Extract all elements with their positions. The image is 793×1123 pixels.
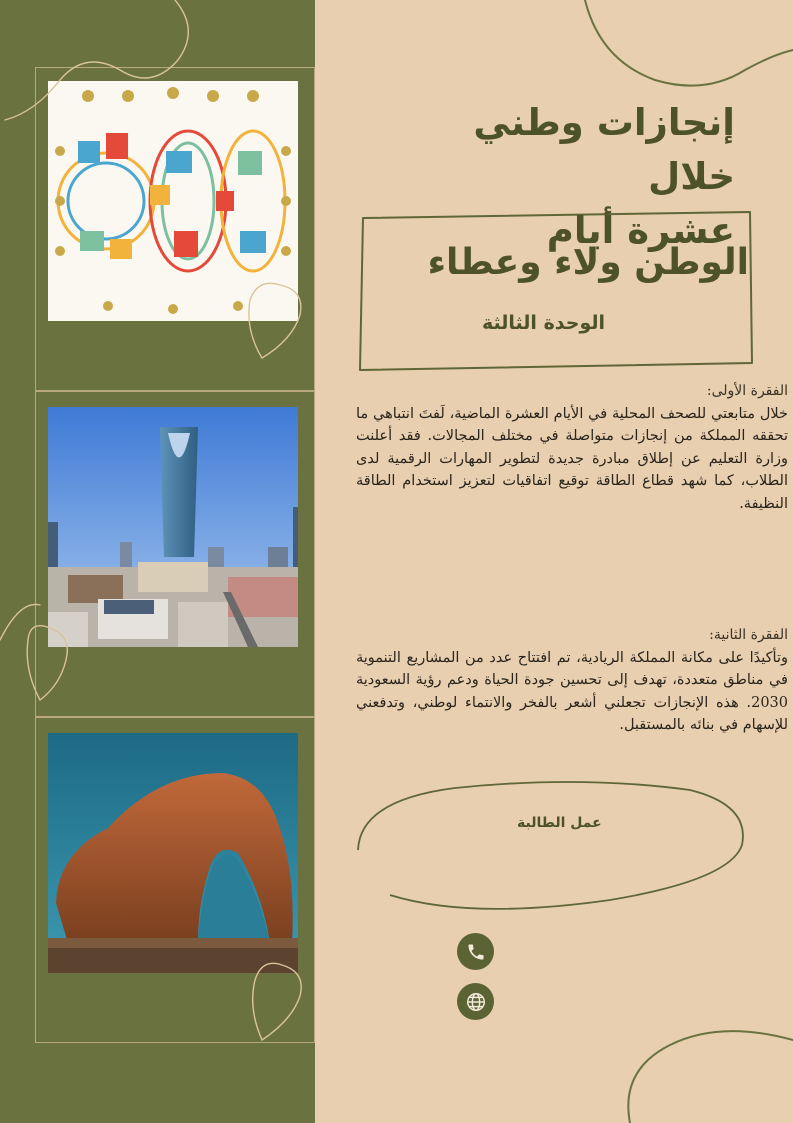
paragraph-1-label: الفقرة الأولى: — [706, 383, 788, 399]
vision-2030-infographic-image — [48, 81, 298, 321]
unit-label: الوحدة الثالثة — [482, 312, 606, 334]
student-signature-label: عمل الطالبة — [517, 815, 602, 831]
paragraph-1-text: خلال متابعتي للصحف المحلية في الأيام العشرة الماضية، لَفتَ انتباهي ما تحققه المملكة من إنجازات متواصلة في مختلف المجالات. فقد أعلنت وزارة التعليم عن إطلاق مبادرة جديدة لتطوير المهارات الرقمية لدى الطلاب، كما شهد قطاع الطاقة توقيع اتفاقيات لتعزيز استخدام الطاقة النظيفة. — [356, 405, 788, 512]
page-title — [375, 96, 735, 258]
phone-button[interactable] — [457, 933, 494, 970]
paragraph-2 — [356, 624, 788, 737]
title-line-2: عشرة أيام — [546, 209, 735, 252]
riyadh-skyline-image — [48, 407, 298, 647]
lesson-subtitle: الوطن ولاء وعطاء — [427, 242, 749, 283]
phone-icon — [466, 942, 486, 962]
website-button[interactable] — [457, 983, 494, 1020]
paragraph-2-text: وتأكيدًا على مكانة المملكة الريادية، تم افتتاح عدد من المشاريع التنموية في مناطق متعددة، تهدف إلى تحسين جودة الحياة ودعم رؤية السعودية 2030. هذه الإنجازات تجعلني أشعر بالفخر والانتماء لوطني، وتدفعني للإسهام في بنائه بالمستقبل. — [356, 649, 788, 733]
globe-icon — [465, 991, 487, 1013]
paragraph-1 — [356, 380, 788, 515]
elephant-rock-image — [48, 733, 298, 973]
paragraph-2-label: الفقرة الثانية: — [709, 627, 788, 643]
title-line-1: إنجازات وطني خلال — [473, 101, 735, 198]
